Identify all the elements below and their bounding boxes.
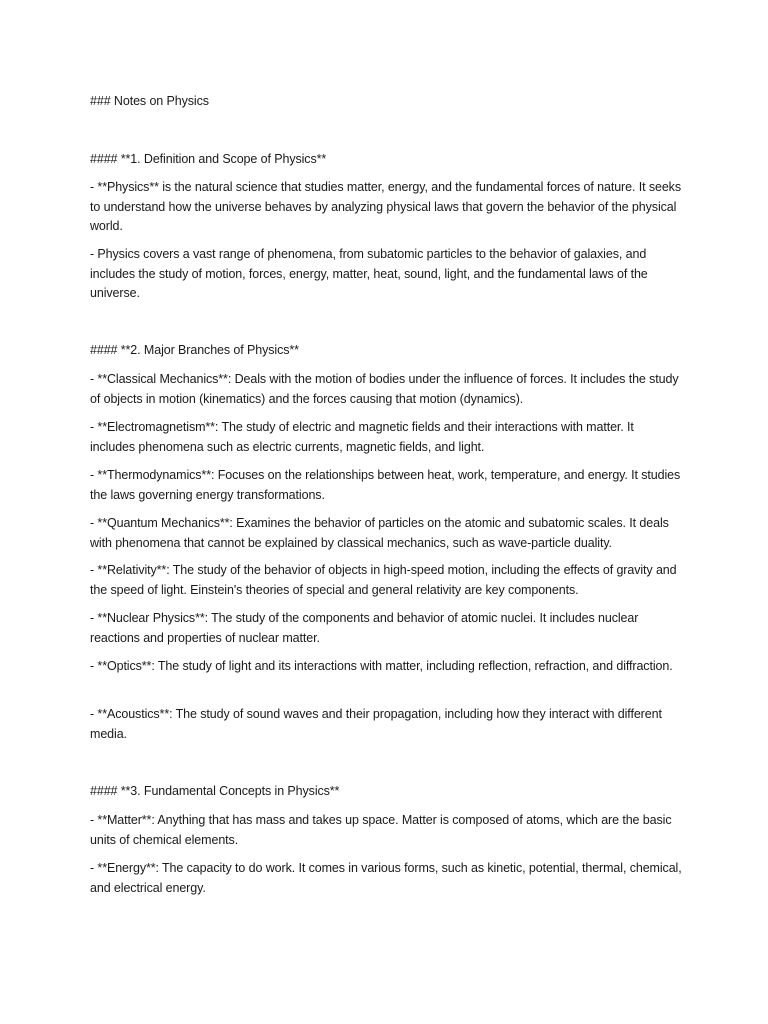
document-title: ### Notes on Physics [90, 94, 209, 108]
paragraph: - **Acoustics**: The study of sound waves and their propagation, including how they interact with different media. [90, 707, 662, 741]
paragraph: - Physics covers a vast range of phenomena, from subatomic particles to the behavior of galaxies, and includes the study of motion, forces, energy, matter, heat, sound, light, and the fundamental laws of the universe. [90, 247, 648, 300]
section-heading: #### **1. Definition and Scope of Physics** [90, 152, 327, 166]
paragraph: - **Energy**: The capacity to do work. It comes in various forms, such as kinetic, potential, thermal, chemical, and electrical energy. [90, 861, 682, 895]
paragraph: - **Nuclear Physics**: The study of the components and behavior of atomic nuclei. It includes nuclear reactions and properties of nuclear matter. [90, 611, 639, 645]
paragraph: - **Quantum Mechanics**: Examines the behavior of particles on the atomic and subatomic scales. It deals with phenomena that cannot be explained by classical mechanics, such as wave-particle duality. [90, 516, 669, 550]
paragraph: - **Relativity**: The study of the behavior of objects in high-speed motion, including the effects of gravity and the speed of light. Einstein's theories of special and general relativity are key components. [90, 563, 677, 597]
paragraph: - **Matter**: Anything that has mass and takes up space. Matter is composed of atoms, which are the basic units of chemical elements. [90, 813, 672, 847]
paragraph: - **Optics**: The study of light and its interactions with matter, including reflection, refraction, and diffraction. [90, 659, 673, 673]
section-heading: #### **2. Major Branches of Physics** [90, 343, 299, 357]
paragraph: - **Thermodynamics**: Focuses on the relationships between heat, work, temperature, and energy. It studies the laws governing energy transformations. [90, 468, 681, 502]
paragraph: - **Physics** is the natural science that studies matter, energy, and the fundamental forces of nature. It seeks to understand how the universe behaves by analyzing physical laws that govern the behavior of the physical world. [90, 180, 681, 233]
paragraph: - **Electromagnetism**: The study of electric and magnetic fields and their interactions with matter. It includes phenomena such as electric currents, magnetic fields, and light. [90, 420, 634, 454]
paragraph: - **Classical Mechanics**: Deals with the motion of bodies under the influence of forces. It includes the study of objects in motion (kinematics) and the forces causing that motion (dynamics). [90, 372, 679, 406]
section-heading: #### **3. Fundamental Concepts in Physics** [90, 784, 340, 798]
